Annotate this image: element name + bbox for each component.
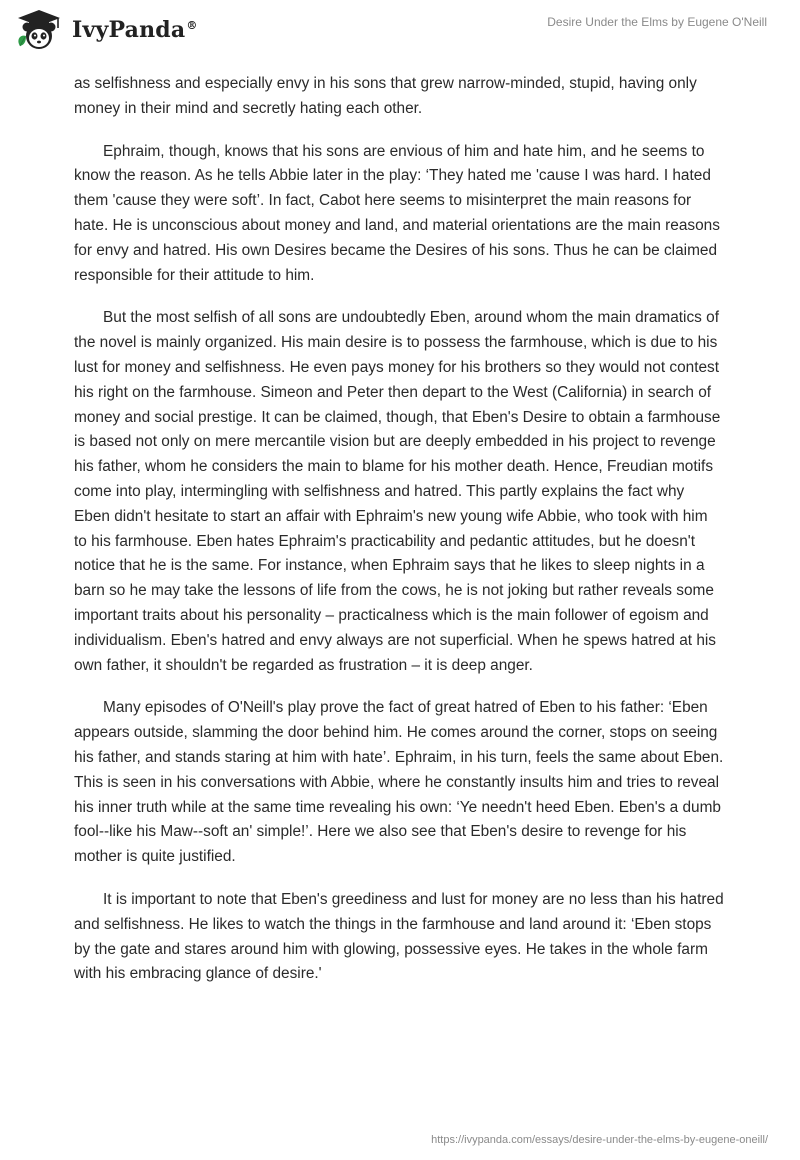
paragraph-1: as selfishness and especially envy in his sons that grew narrow-minded, stupid, having only money in their mind and secretly hating each other. bbox=[74, 75, 697, 117]
paragraph-2: Ephraim, though, knows that his sons are envious of him and hate him, and he seems to know the reason. As he tells Abbie later in the play: ‘They hated me 'cause I was hard. I hated them 'cause they were soft’. In fact, Cabot here seems to misinterpret the main reasons for hate. He is unconscious about money and land, and material orientations are the main reasons for envy and hatred. His own Desires became the Desires of his sons. Thus he can be claimed responsible for their attitude to him. bbox=[74, 142, 720, 284]
paragraph-3: But the most selfish of all sons are undoubtedly Eben, around whom the main dramatics of the novel is mainly organized. His main desire is to possess the farmhouse, which is due to his lust for money and selfishness. He even pays money for his brothers so they would not contest his right on the farmhouse. Simeon and Peter then depart to the West (California) in search of money and social prestige. It can be claimed, though, that Eben's Desire to obtain a farmhouse is based not only on mere mercantile vision but are deeply embedded in his project to revenge his father, whom he considers the main to blame for his mother death. Hence, Freudian motifs come into play, intermingling with selfishness and hatred. This partly explains the fact why Eben didn't hesitate to start an affair with Ephraim's new young wife Abbie, who took with him to his farmhouse. Eben hates Ephraim's practicability and pedantic attitudes, but he doesn't notice that he is the same. For instance, when Ephraim says that he likes to sleep nights in a barn so he may take the lessons of life from the cows, he is not joking but rather reveals some important traits about his personality – practicalness which is the main follower of egoism and individualism. Eben's hatred and envy always are not superficial. When he spews hatred at his own father, it shouldn't be regarded as frustration – it is deep anger. bbox=[74, 309, 721, 674]
brand-name: IvyPanda® bbox=[72, 17, 198, 43]
page-header bbox=[0, 0, 800, 70]
essay-body bbox=[74, 72, 724, 1005]
panda-graduate-icon bbox=[14, 8, 64, 52]
source-url-link[interactable]: https://ivypanda.com/essays/desire-under-the-elms-by-eugene-oneill/ bbox=[431, 1134, 768, 1146]
registered-mark: ® bbox=[186, 18, 198, 32]
document-title: Desire Under the Elms by Eugene O'Neill bbox=[547, 15, 767, 29]
paragraph-4: Many episodes of O'Neill's play prove the fact of great hatred of Eben to his father: ‘Eben appears outside, slamming the door behind him. He comes around the corner, stops on seeing his father, and stands staring at him with hate’. Ephraim, in his turn, feels the same about Eben. This is seen in his conversations with Abbie, where he constantly insults him and tries to reveal his inner truth while at the same time revealing his own: ‘Ye needn't heed Eben. Eben's a dumb fool--like his Maw--soft an' simple!’. Here we also see that Eben's desire to revenge for his mother is quite justified. bbox=[74, 699, 724, 866]
paragraph-5: It is important to note that Eben's greediness and lust for money are no less than his hatred and selfishness. He likes to watch the things in the farmhouse and land around it: ‘Eben stops by the gate and stares around him with glowing, possessive eyes. He takes in the whole farm with his embracing glance of desire.' bbox=[74, 890, 724, 983]
ivypanda-logo[interactable] bbox=[14, 8, 198, 52]
